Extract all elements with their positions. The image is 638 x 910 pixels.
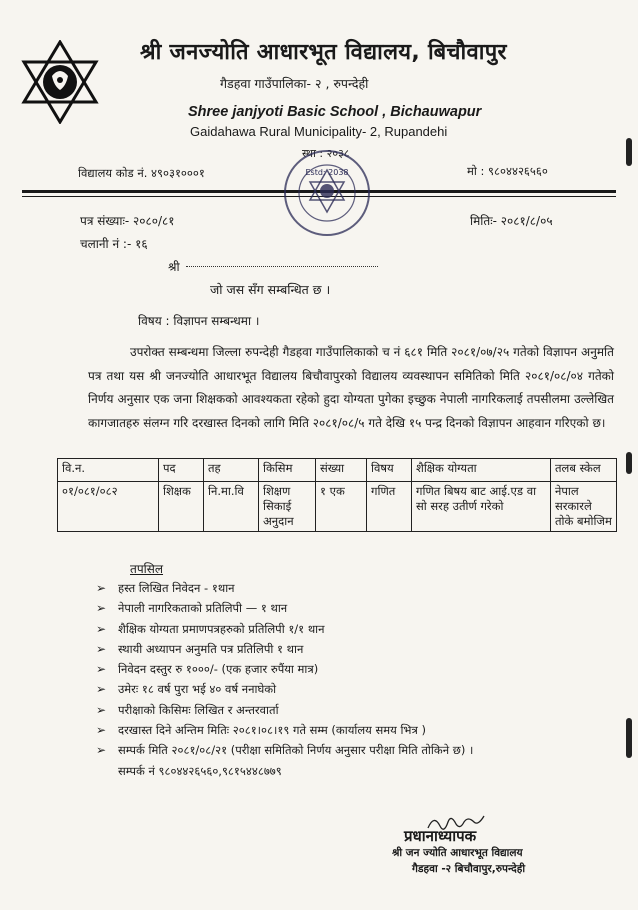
page-edge-mark <box>626 718 632 758</box>
list-item-text: निवेदन दस्तुर रु १०००/- (एक हजार रुपैंया मात्र) <box>118 662 319 677</box>
table-header: किसिम <box>259 459 316 482</box>
table-cell: नेपाल सरकारले तोके बमोजिम <box>551 482 617 532</box>
list-item-text: हस्त लिखित निवेदन - १थान <box>118 581 235 595</box>
list-item-text: शैक्षिक योग्यता प्रमाणपत्रहरुको प्रतिलिपी १/१ थान <box>118 621 325 636</box>
arrow-bullet-icon: ➢ <box>96 601 107 616</box>
list-item <box>96 679 473 699</box>
page-edge-mark <box>626 452 632 474</box>
table-cell: गणित <box>367 482 412 532</box>
arrow-bullet-icon: ➢ <box>96 581 107 595</box>
school-english-name: Shree janjyoti Basic School , Bichauwapur <box>188 104 482 120</box>
tapsil-list <box>96 578 473 761</box>
seal-est-text: Estd: 2038 <box>305 168 349 177</box>
page-edge-mark <box>626 138 632 166</box>
table-cell: ०१/०८१/०८२ <box>58 482 159 532</box>
arrow-bullet-icon: ➢ <box>96 723 107 738</box>
list-item-text: उमेरः १८ वर्ष पुरा भई ४० वर्ष ननाघेको <box>118 682 277 697</box>
table-header-row <box>58 459 617 482</box>
list-item <box>96 598 473 618</box>
addressee-blank-line <box>186 266 378 267</box>
list-item-text: सम्पर्क मिति २०८१/०८/२१ (परीक्षा समितिको निर्णय अनुसार परीक्षा मिति तोकिने छ) । <box>118 743 474 758</box>
list-item <box>96 720 473 740</box>
list-item <box>96 700 473 720</box>
school-code: विद्यालय कोड नं. ४९०३१०००१ <box>78 166 205 180</box>
table-header: तलब स्केल <box>551 459 617 482</box>
arrow-bullet-icon: ➢ <box>96 743 107 758</box>
addressee-prefix: श्री <box>168 260 180 274</box>
table-cell: शिक्षण सिकाई अनुदान <box>259 482 316 532</box>
letter-body: उपरोक्त सम्बन्धमा जिल्ला रुपन्देही गैडहवा गाउँपालिकाको च नं ६८१ मिति २०८१/०७/२५ गतेको विज्ञापन अनुमति पत्र तथा यस श्री जनज्योति आधारभूत विद्यालय बिचौवापुरको विद्यालय व्यवस्थापन समितिको मिति २०८१/०८/०४ गतेको निर्णय अनुसार एक जना शिक्षकको आवश्यकता रहेको हुदा योग्यता पुगेका इच्छुक नेपाली नागरिकलाई तपसीलमा उल्लेखित कागजातहरु संलग्न गरि दरखास्त दिनको लागि मिति २०८१/०८/५ गते देखि १५ पन्द्र दिनको विज्ञापन आहवान गरिएको छ। <box>88 345 614 430</box>
list-item <box>96 740 473 760</box>
letter-reference-number: पत्र संख्याः- २०८०/८१ <box>80 214 175 228</box>
list-item-text: दरखास्त दिने अन्तिम मितिः २०८१।०८।१९ गते सम्म (कार्यालय समय भित्र ) <box>118 723 427 738</box>
table-header: विषय <box>367 459 412 482</box>
letter-subject: विषय : विज्ञापन सम्बन्धमा । <box>138 314 260 328</box>
signatory-title: प्रधानाध्यापक <box>404 827 477 845</box>
arrow-bullet-icon: ➢ <box>96 641 107 656</box>
list-item <box>96 639 473 659</box>
school-emblem-icon <box>18 40 102 124</box>
table-header: शैक्षिक योग्यता <box>412 459 551 482</box>
table-header: वि.न. <box>58 459 159 482</box>
arrow-bullet-icon: ➢ <box>96 682 107 697</box>
list-item <box>96 578 473 598</box>
contact-numbers: सम्पर्क नं ९८०४४२६५६०,९८१५४४८७७९ <box>118 764 282 778</box>
table-cell: १ एक <box>316 482 367 532</box>
table-header: तह <box>204 459 259 482</box>
school-english-address: Gaidahawa Rural Municipality- 2, Rupandehi <box>190 124 448 139</box>
signatory-school: श्री जन ज्योति आधारभूत विद्यालय <box>392 847 523 859</box>
arrow-bullet-icon: ➢ <box>96 662 107 677</box>
table-header: पद <box>159 459 204 482</box>
school-subtitle: गैडहवा गाउँपालिका- २ , रुपन्देही <box>220 76 369 91</box>
arrow-bullet-icon: ➢ <box>96 702 107 717</box>
school-seal-stamp <box>282 148 372 238</box>
list-item-text: परीक्षाको किसिमः लिखित र अन्तरवार्ता <box>118 702 279 717</box>
table-cell: नि.मा.वि <box>204 482 259 532</box>
arrow-bullet-icon: ➢ <box>96 621 107 636</box>
school-title: श्री जनज्योति आधारभूत विद्यालय, बिचौवापुर <box>140 40 507 65</box>
dispatch-number: चलानी नं :- १६ <box>80 237 148 251</box>
list-item <box>96 659 473 679</box>
table-header: संख्या <box>316 459 367 482</box>
tapsil-heading: तपसिल <box>130 562 164 576</box>
table-cell: गणित बिषय बाट आई.एड वा सो सरह उतीर्ण गरेको <box>412 482 551 532</box>
table-row <box>58 482 617 532</box>
list-item-text: नेपाली नागरिकताको प्रतिलिपी — १ थान <box>118 601 288 616</box>
signatory-address: गैडहवा -२ बिचौवापुर,रुपन्देही <box>412 863 526 875</box>
table-cell: शिक्षक <box>159 482 204 532</box>
letter-date: मितिः- २०८१/८/०५ <box>470 214 553 228</box>
established-year: स्था : २०३८ <box>302 147 350 160</box>
list-item-text: स्थायी अध्यापन अनुमति पत्र प्रतिलिपी १ थान <box>118 641 304 656</box>
school-phone: मो : ९८०४४२६५६० <box>467 164 548 178</box>
to-whom-it-may-concern: जो जस सँग सम्बन्धित छ । <box>210 282 331 297</box>
vacancy-table <box>57 458 617 532</box>
list-item <box>96 619 473 639</box>
